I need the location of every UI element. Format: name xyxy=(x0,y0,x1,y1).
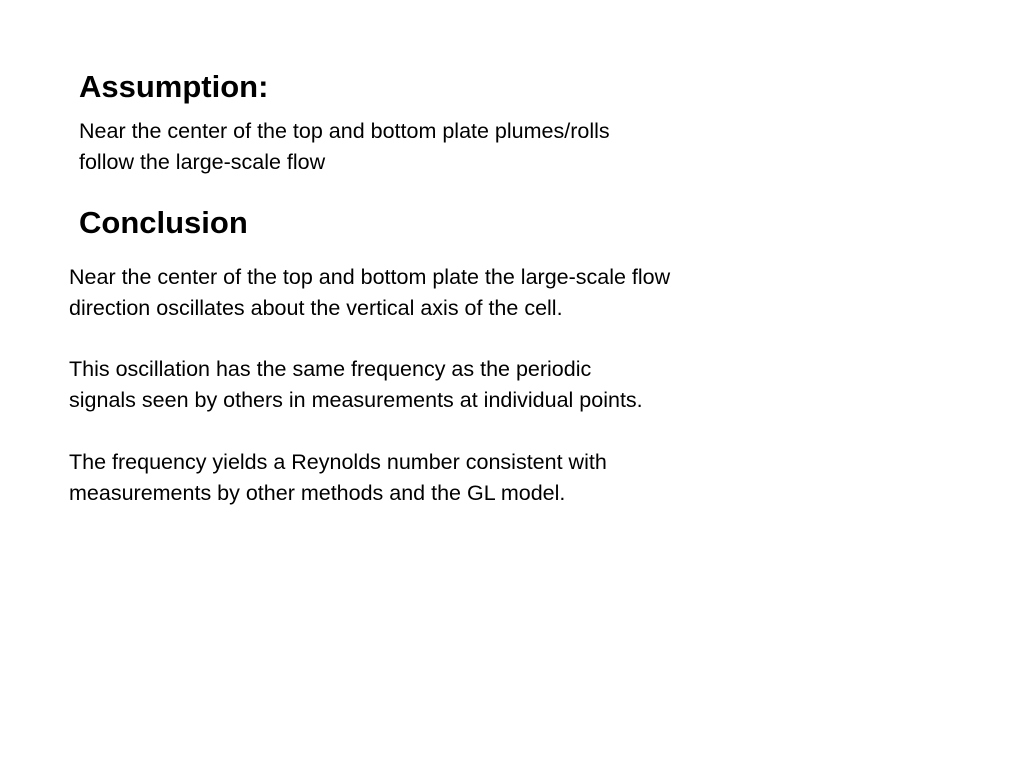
conclusion-p2-line-2: signals seen by others in measurements at individual points. xyxy=(69,388,643,412)
conclusion-p3-line-1: The frequency yields a Reynolds number consistent with xyxy=(69,450,607,474)
conclusion-heading: Conclusion xyxy=(79,205,248,240)
assumption-text xyxy=(79,116,610,178)
conclusion-paragraph-1 xyxy=(69,262,670,324)
conclusion-p1-line-2: direction oscillates about the vertical axis of the cell. xyxy=(69,296,563,320)
assumption-line-1: Near the center of the top and bottom plate plumes/rolls xyxy=(79,119,610,143)
conclusion-paragraph-3 xyxy=(69,447,607,509)
conclusion-p2-line-1: This oscillation has the same frequency as the periodic xyxy=(69,357,592,381)
conclusion-p3-line-2: measurements by other methods and the GL model. xyxy=(69,481,566,505)
assumption-heading: Assumption: xyxy=(79,69,269,104)
assumption-line-2: follow the large-scale flow xyxy=(79,150,326,174)
conclusion-p1-line-1: Near the center of the top and bottom plate the large-scale flow xyxy=(69,265,671,289)
conclusion-paragraph-2 xyxy=(69,354,643,416)
